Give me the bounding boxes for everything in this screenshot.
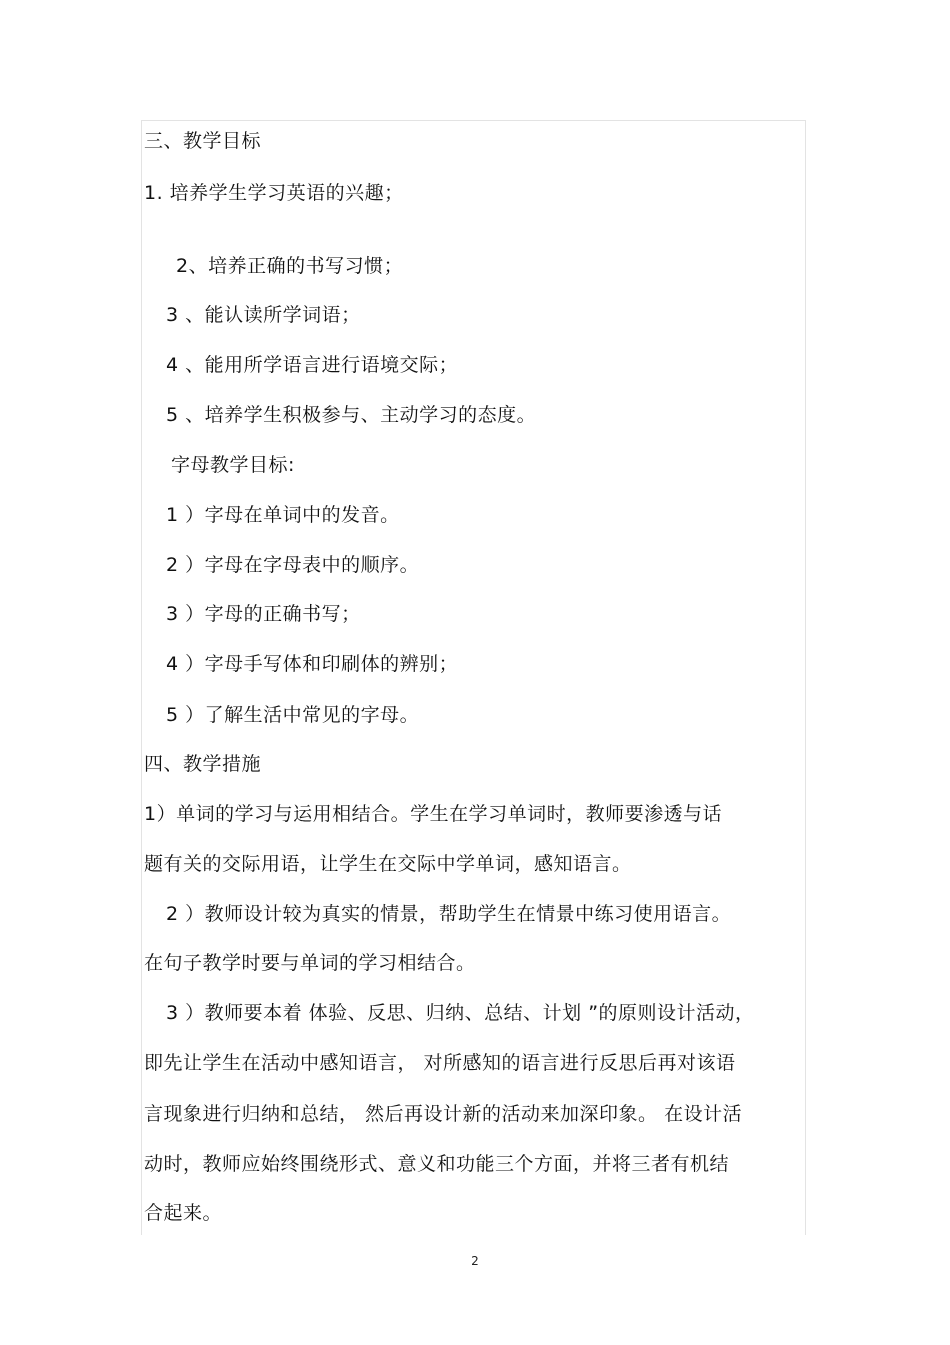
goal-item-5: 5 、培养学生积极参与、主动学习的态度。 <box>166 404 537 426</box>
measure-3-line-2: 即先让学生在活动中感知语言， 对所感知的语言进行反思后再对该语 <box>144 1052 736 1074</box>
letter-goal-1: 1 ）字母在单词中的发音。 <box>166 504 400 526</box>
goal-item-1: 1. 培养学生学习英语的兴趣； <box>144 182 404 204</box>
measure-3-line-3: 言现象进行归纳和总结， 然后再设计新的活动来加深印象。 在设计活 <box>144 1103 743 1125</box>
measure-1-line-2: 题有关的交际用语，让学生在交际中学单词，感知语言。 <box>144 853 632 875</box>
page-number: 2 <box>471 1254 479 1268</box>
letter-goal-5: 5 ）了解生活中常见的字母。 <box>166 704 420 726</box>
measure-3-line-5: 合起来。 <box>144 1202 223 1224</box>
subheading-letter-goals: 字母教学目标: <box>171 454 295 476</box>
measure-3-line-4: 动时，教师应始终围绕形式、意义和功能三个方面，并将三者有机结 <box>144 1153 730 1175</box>
heading-teaching-goals: 三、教学目标 <box>144 130 262 152</box>
measure-2-line-2: 在句子教学时要与单词的学习相结合。 <box>144 952 476 974</box>
goal-item-3: 3 、能认读所学词语； <box>166 304 361 326</box>
measure-1-line-1: 1）单词的学习与运用相结合。学生在学习单词时，教师要渗透与话 <box>144 803 723 825</box>
letter-goal-3: 3 ）字母的正确书写； <box>166 603 361 625</box>
goal-item-2: 2、培养正确的书写习惯； <box>176 255 404 277</box>
measure-3-line-1: 3 ）教师要本着 体验、反思、归纳、总结、计划 ”的原则设计活动， <box>166 1002 755 1024</box>
measure-2-line-1: 2 ）教师设计较为真实的情景，帮助学生在情景中练习使用语言。 <box>166 903 732 925</box>
goal-item-4: 4 、能用所学语言进行语境交际； <box>166 354 459 376</box>
letter-goal-4: 4 ）字母手写体和印刷体的辨别； <box>166 653 459 675</box>
heading-teaching-measures: 四、教学措施 <box>144 753 262 775</box>
letter-goal-2: 2 ）字母在字母表中的顺序。 <box>166 554 420 576</box>
